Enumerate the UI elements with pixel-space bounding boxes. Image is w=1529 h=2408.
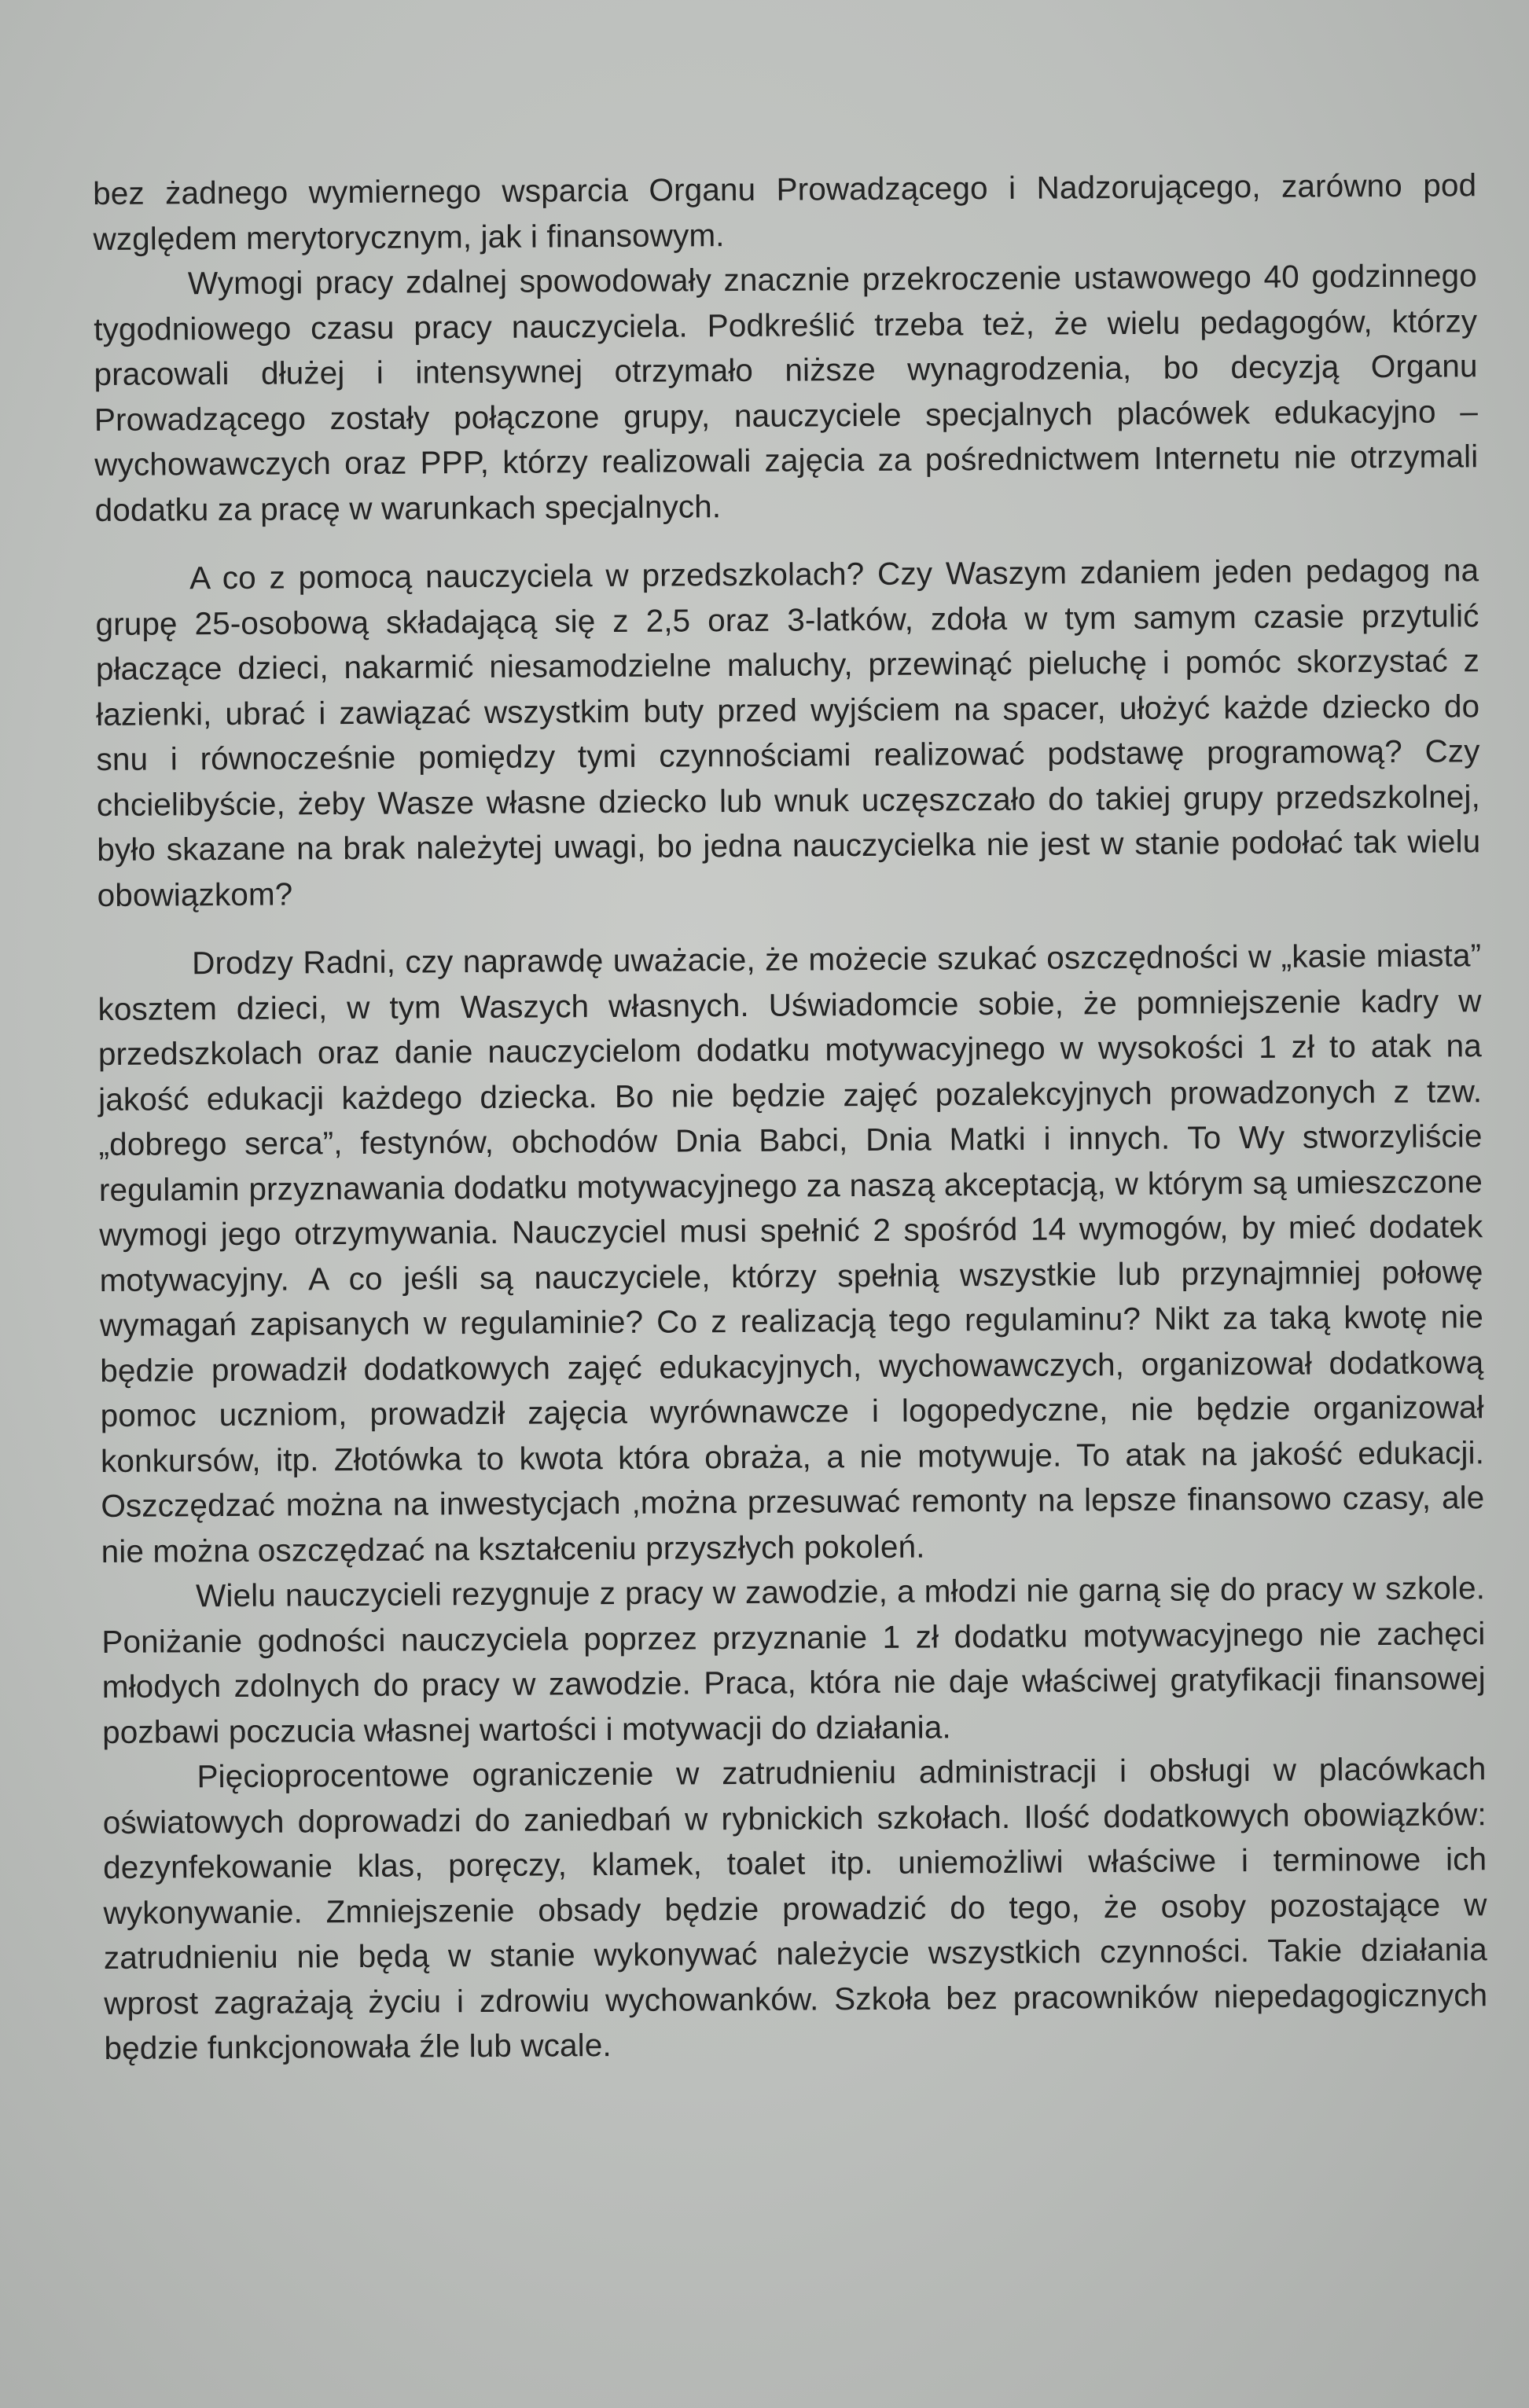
paragraph-3: A co z pomocą nauczyciela w przedszkolach? Czy Waszym zdaniem jeden pedagog na grupę 25-osobową składającą się z 2,5 oraz 3-latków, zdoła w tym samym czasie przytulić płaczące dzieci, nakarmić niesamodzielne maluchy, przewinąć pieluchę i pomóc skorzystać z łazienki, ubrać i zawiązać wszystkim buty przed wyjściem na spacer, ułożyć każde dziecko do snu i równocześnie pomiędzy tymi czynnościami realizować podstawę programową? Czy chcielibyście, żeby Wasze własne dziecko lub wnuk uczęszczało do takiej grupy przedszkolnej, było skazane na brak należytej uwagi, bo jedna nauczycielka nie jest w stanie podołać tak wielu obowiązkom? xyxy=(95,552,1481,913)
paragraph-2: Wymogi pracy zdalnej spowodowały znacznie przekroczenie ustawowego 40 godzinnego tygodniowego czasu pracy nauczyciela. Podkreślić trzeba też, że wielu pedagogów, którzy pracowali dłużej i intensywnej otrzymało niższe wynagrodzenia, bo decyzją Organu Prowadzącego zostały połączone grupy, nauczyciele specjalnych placówek edukacyjno – wychowawczych oraz PPP, którzy realizowali zajęcia za pośrednictwem Internetu nie otrzymali dodatku za pracę w warunkach specjalnych. xyxy=(94,257,1479,528)
paragraph-5: Wielu nauczycieli rezygnuje z pracy w zawodzie, a młodzi nie garną się do pracy w szkole. Poniżanie godności nauczyciela poprzez przyznanie 1 zł dodatku motywacyjnego nie zachęci młodych zdolnych do pracy w zawodzie. Praca, która nie daje właściwej gratyfikacji finansowej pozbawi poczucia własnej wartości i motywacji do działania. xyxy=(101,1569,1486,1750)
paragraph-1: bez żadnego wymiernego wsparcia Organu Prowadzącego i Nadzorującego, zarówno pod względem merytorycznym, jak i finansowym. xyxy=(93,167,1477,257)
paragraph-6: Pięcioprocentowe ograniczenie w zatrudnieniu administracji i obsługi w placówkach oświatowych doprowadzi do zaniedbań w rybnickich szkołach. Ilość dodatkowych obowiązków: dezynfekowanie klas, poręczy, klamek, toalet itp. uniemożliwi właściwe i terminowe ich wykonywanie. Zmniejszenie obsady będzie prowadzić do tego, że osoby pozostające w zatrudnieniu nie będą w stanie wykonywać należycie wszystkich czynności. Takie działania wprost zagrażają życiu i zdrowiu wychowanków. Szkoła bez pracowników niepedagogicznych będzie funkcjonowała źle lub wcale. xyxy=(102,1750,1488,2066)
document-body xyxy=(93,163,1488,2071)
paragraph-4: Drodzy Radni, czy naprawdę uważacie, że możecie szukać oszczędności w „kasie miasta” kosztem dzieci, w tym Waszych własnych. Uświadomcie sobie, że pomniejszenie kadry w przedszkolach oraz danie nauczycielom dodatku motywacyjnego w wysokości 1 zł to atak na jakość edukacji każdego dziecka. Bo nie będzie zajęć pozalekcyjnych prowadzonych z tzw. „dobrego serca”, festynów, obchodów Dnia Babci, Dnia Matki i innych. To Wy stworzyliście regulamin przyznawania dodatku motywacyjnego za naszą akceptacją, w którym są umieszczone wymogi jego otrzymywania. Nauczyciel musi spełnić 2 spośród 14 wymogów, by mieć dodatek motywacyjny. A co jeśli są nauczyciele, którzy spełnią wszystkie lub przynajmniej połowę wymagań zapisanych w regulaminie? Co z realizacją tego regulaminu? Nikt za taką kwotę nie będzie prowadził dodatkowych zajęć edukacyjnych, wychowawczych, organizował dodatkową pomoc uczniom, prowadził zajęcia wyrównawcze i logopedyczne, nie będzie organizował konkursów, itp. Złotówka to kwota która obraża, a nie motywuje. To atak na jakość edukacji. Oszczędzać można na inwestycjach ,można przesuwać remonty na lepsze finansowo czasy, ale nie można oszczędzać na kształceniu przyszłych pokoleń. xyxy=(97,937,1485,1569)
